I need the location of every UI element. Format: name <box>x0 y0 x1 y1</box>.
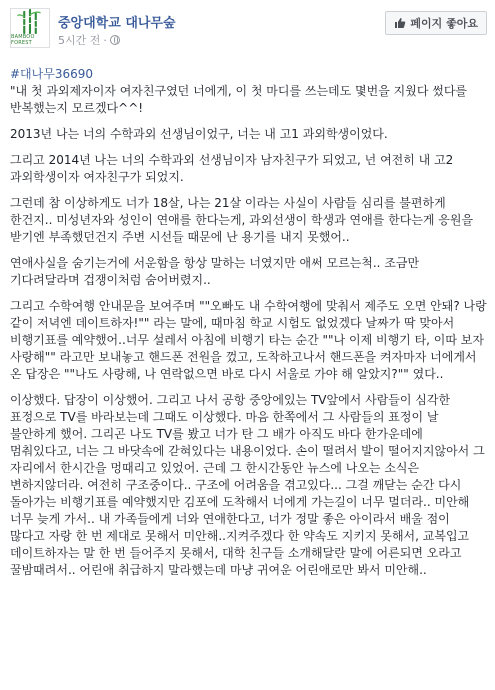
post-paragraph-2: 2013년 나는 너의 수학과외 선생님이었구, 너는 내 고1 과외학생이었다. <box>10 127 388 141</box>
post-paragraph-1: "내 첫 과외제자이자 여자친구였던 너에게, 이 첫 마디를 쓰는데도 몇번을 지웠다 썼다를 반복했는지 모르겠다^^! <box>10 84 468 115</box>
thumbs-up-icon <box>394 17 406 29</box>
globe-icon <box>110 35 120 45</box>
post-paragraph-6: 그리고 수학여행 안내문을 보여주며 ""오빠도 내 수학여행에 맞춰서 제주도 오면 안돼? 나랑 같이 저녁엔 데이트하자!"" 라는 말에, 때마침 학교 시험도 없었겠다 날짜가 딱 맞아서 비행기표를 예약했어..너무 설레서 아침에 비행기 타는 순간 ""나 이제 비행기 타, 이따 보자 사랑해"" 라고만 보내놓고 핸드폰 전원을 껐고, 도착하고나서 핸드폰을 켜자마자 너에게서 온 답장은 ""나도 사랑해, 나 연락없으면 바로 다시 서울로 가야 해 알았지?"" 였다.. <box>10 299 487 381</box>
post-paragraph-5: 연애사실을 숨기는거에 서운함을 항상 말하는 너였지만 애써 모르는척.. 조금만 기다려달라며 겁쟁이처럼 숨어버렸지.. <box>10 256 420 287</box>
post-paragraph-3: 그리고 2014년 나는 너의 수학과외 선생님이자 남자친구가 되었고, 넌 여전히 내 고2 과외학생이자 여자친구가 되었지. <box>10 153 454 184</box>
post-content <box>10 66 487 588</box>
post-meta <box>58 32 120 48</box>
page-avatar[interactable] <box>10 8 50 48</box>
post-paragraph-4: 그런데 참 이상하게도 너가 18살, 나는 21살 이라는 사실이 사람들 심리를 불편하게 한건지.. 미성년자와 성인이 연애를 한다는게, 과외선생이 학생과 연애를 한다는게 응원을 받기엔 부족했던건지 주변 시선들 때문에 난 용기를 내지 못했어.. <box>10 196 474 244</box>
meta-separator: · <box>103 33 107 47</box>
like-button-label: 페이지 좋아요 <box>410 17 478 30</box>
post-timestamp[interactable]: 5시간 전 <box>58 34 101 47</box>
bamboo-logo-icon <box>16 9 44 34</box>
like-page-button[interactable] <box>385 11 487 35</box>
post-hashtag[interactable]: #대나무36690 <box>10 67 94 81</box>
post-header <box>0 0 495 58</box>
avatar-caption: BAMBOO FOREST <box>11 34 35 46</box>
post-paragraph-7: 이상했다. 답장이 이상했어. 그리고 나서 공항 중앙에있는 TV앞에서 사람들이 심각한 표정으로 TV를 바라보는데 그때도 이상했다. 마음 한쪽에서 그 사람들의 표정이 날 불안하게 했어. 그리곤 나도 TV를 봤고 너가 탄 그 배가 아직도 바다 한가운데에 멈춰있다고, 너는 그 바닷속에 갇혀있다는 내용이었다. 손이 떨려서 발이 떨어지지않아서 그 자리에서 한시간을 멍때리고 있었어. 근데 그 한시간동안 뉴스에 나오는 소식은 변하지않더라. 여전히 구조중이다.. 구조에 어려움을 겪고있다... 그걸 깨닫는 순간 다시 돌아가는 비행기표를 예약했지만 김포에 도착해서 너에게 가는길이 너무 멀더라.. 미안해 너무 늦게 가서.. 내 가족들에게 너와 연애한다고, 너가 정말 좋은 아이라서 배울 점이 많다고 자랑 한 번 제대로 못해서 미안해..지켜주겠다 한 약속도 지키지 못해서, 교복입고 데이트하자는 말 한 번 들어주지 못해서, 대학 친구들 소개해달란 말에 어른되면 오라고 꿀밤때려서.. 어린애 취급하지 말라했는데 마냥 귀여운 어린애로만 봐서 미안해.. <box>10 393 485 577</box>
page-name-link[interactable]: 중앙대학교 대나무숲 <box>58 16 176 31</box>
